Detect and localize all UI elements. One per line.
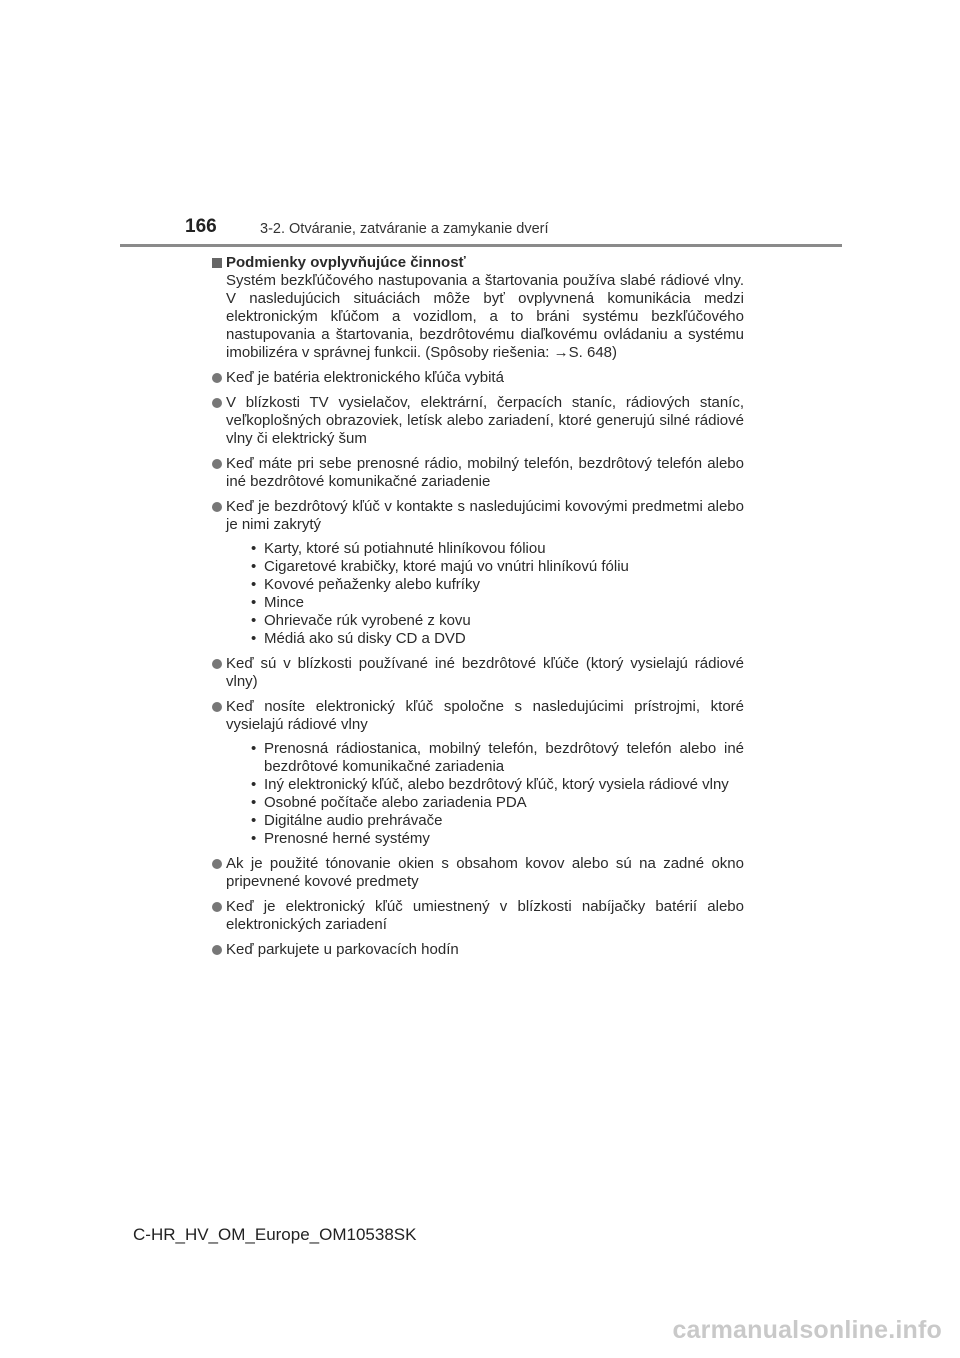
list-item bbox=[212, 941, 744, 959]
list-item-text: Keď máte pri sebe prenosné rádio, mobilný telefón, bezdrôtový telefón alebo iné bezdrôtové komunikačné zariadenie bbox=[226, 455, 744, 490]
document-code: C-HR_HV_OM_Europe_OM10538SK bbox=[133, 1225, 417, 1244]
sub-list-item: • Prenosné herné systémy bbox=[226, 830, 744, 848]
sub-list bbox=[226, 540, 744, 648]
sub-list-item: • Karty, ktoré sú potiahnuté hliníkovou fóliou bbox=[226, 540, 744, 558]
list-item-text: Keď je elektronický kľúč umiestnený v blízkosti nabíjačky batérií alebo elektronických zariadení bbox=[226, 898, 744, 933]
list-item-text: Keď je batéria elektronického kľúča vybitá bbox=[226, 369, 504, 386]
circle-bullet-icon bbox=[212, 859, 222, 869]
circle-bullet-icon bbox=[212, 502, 222, 512]
sub-list-item: • Kovové peňaženky alebo kufríky bbox=[226, 576, 744, 594]
list-item bbox=[212, 855, 744, 891]
sub-list-item: • Prenosná rádiostanica, mobilný telefón, bezdrôtový telefón alebo iné bezdrôtové komunikačné zariadenia bbox=[226, 740, 744, 776]
list-item bbox=[212, 369, 744, 387]
list-item bbox=[212, 898, 744, 934]
sub-list-item: • Iný elektronický kľúč, alebo bezdrôtový kľúč, ktorý vysiela rádiové vlny bbox=[226, 776, 744, 794]
condition-list bbox=[212, 369, 744, 959]
list-item bbox=[212, 498, 744, 648]
list-item bbox=[212, 698, 744, 848]
section-heading bbox=[212, 254, 744, 272]
sub-list-item: • Cigaretové krabičky, ktoré majú vo vnútri hliníkovú fóliu bbox=[226, 558, 744, 576]
circle-bullet-icon bbox=[212, 702, 222, 712]
list-item bbox=[212, 655, 744, 691]
list-item bbox=[212, 455, 744, 491]
sub-list-item: • Digitálne audio prehrávače bbox=[226, 812, 744, 830]
list-item-text: Keď sú v blízkosti používané iné bezdrôtové kľúče (ktorý vysielajú rádiové vlny) bbox=[226, 655, 744, 690]
watermark: carmanualsonline.info bbox=[672, 1316, 942, 1344]
header-divider bbox=[120, 244, 842, 247]
intro-paragraph: Systém bezkľúčového nastupovania a štartovania používa slabé rádiové vlny. V nasledujúcich situáciách môže byť ovplyvnená komunikácia medzi elektronickým kľúčom a vozidlom, a to bráni systému bezkľúčového nastupovania a štartovania, bezdrôtovému diaľkovému ovládaniu a systému imobilizéra v správnej funkcii. (Spôsoby riešenia: →S. 648) bbox=[226, 272, 744, 361]
list-item-text: Keď je bezdrôtový kľúč v kontakte s nasledujúcimi kovovými predmetmi alebo je nimi zakrytý bbox=[226, 498, 744, 533]
list-item bbox=[212, 394, 744, 448]
list-item-text: Keď parkujete u parkovacích hodín bbox=[226, 941, 459, 958]
section-title: 3-2. Otváranie, zatváranie a zamykanie dverí bbox=[260, 221, 549, 237]
sub-list-item: • Ohrievače rúk vyrobené z kovu bbox=[226, 612, 744, 630]
sub-list bbox=[226, 740, 744, 848]
heading-text: Podmienky ovplyvňujúce činnosť bbox=[226, 254, 466, 271]
sub-list-item: • Osobné počítače alebo zariadenia PDA bbox=[226, 794, 744, 812]
sub-list-item: • Médiá ako sú disky CD a DVD bbox=[226, 630, 744, 648]
circle-bullet-icon bbox=[212, 398, 222, 408]
circle-bullet-icon bbox=[212, 945, 222, 955]
square-bullet-icon bbox=[212, 258, 222, 268]
list-item-text: V blízkosti TV vysielačov, elektrární, čerpacích staníc, rádiových staníc, veľkoplošných obrazoviek, letísk alebo zariadení, ktoré generujú silné rádiové vlny či elektrický šum bbox=[226, 394, 744, 447]
list-item-text: Keď nosíte elektronický kľúč spoločne s nasledujúcimi prístrojmi, ktoré vysielajú rádiové vlny bbox=[226, 698, 744, 733]
circle-bullet-icon bbox=[212, 373, 222, 383]
circle-bullet-icon bbox=[212, 902, 222, 912]
sub-list-item: • Mince bbox=[226, 594, 744, 612]
page-content bbox=[212, 254, 744, 959]
list-item-text: Ak je použité tónovanie okien s obsahom kovov alebo sú na zadné okno pripevnené kovové predmety bbox=[226, 855, 744, 890]
circle-bullet-icon bbox=[212, 659, 222, 669]
page-number: 166 bbox=[185, 216, 217, 237]
circle-bullet-icon bbox=[212, 459, 222, 469]
